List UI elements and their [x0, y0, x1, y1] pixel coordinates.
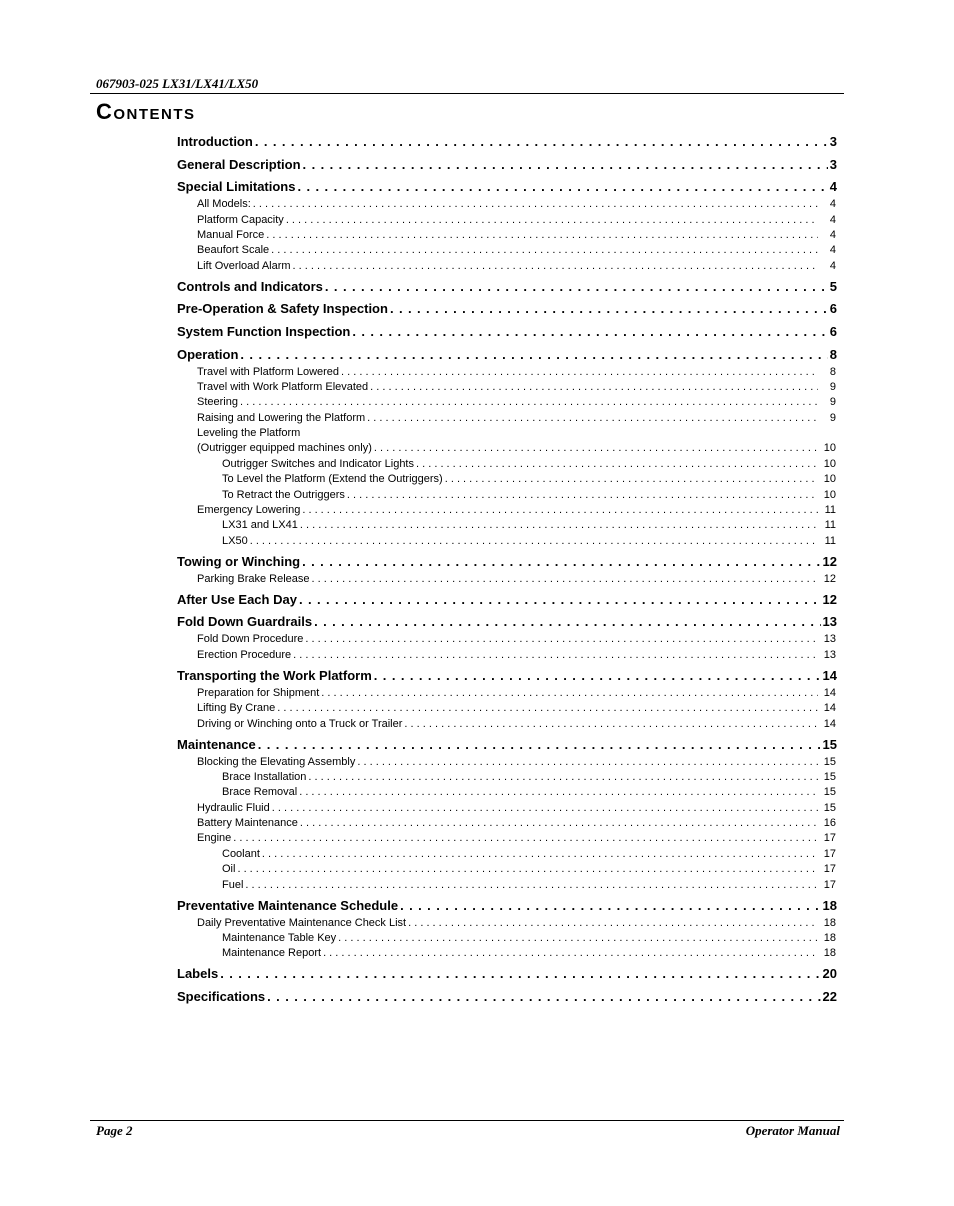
toc-entry-title: Travel with Platform Lowered: [197, 365, 340, 378]
toc-entry-title: Manual Force: [197, 228, 265, 241]
toc-entry[interactable]: [177, 801, 837, 816]
toc-entry-page: 8: [829, 365, 836, 378]
toc-entry-title: Platform Capacity: [197, 213, 284, 226]
toc-entry[interactable]: [177, 472, 837, 487]
toc-entry-page: 10: [823, 457, 836, 470]
toc-entry-page: 14: [823, 717, 836, 730]
toc-entry-page: 13: [822, 614, 837, 630]
dot-leader: [245, 878, 818, 893]
dot-leader: [250, 534, 818, 549]
toc-entry[interactable]: [177, 785, 837, 800]
toc-entry-page: 18: [823, 932, 836, 945]
toc-entry-title: Hydraulic Fluid: [197, 801, 270, 814]
dot-leader: [445, 472, 818, 487]
toc-entry[interactable]: [177, 277, 837, 297]
toc-entry-title: Operation: [177, 346, 239, 362]
dot-leader: [255, 132, 828, 152]
dot-leader: [262, 847, 818, 862]
toc-entry-page: 17: [823, 847, 836, 860]
toc-entry-page: 10: [823, 473, 836, 486]
toc-entry[interactable]: [177, 177, 837, 197]
dot-leader: [400, 896, 820, 916]
dot-leader: [308, 770, 818, 785]
dot-leader: [312, 572, 818, 587]
toc-entry-page: 4: [829, 198, 836, 211]
toc-entry-page: 14: [823, 702, 836, 715]
dot-leader: [297, 177, 827, 197]
footer-rule: [90, 1120, 844, 1121]
toc-entry-page: 9: [829, 380, 836, 393]
toc-entry-page: 17: [823, 863, 836, 876]
toc-entry[interactable]: [177, 322, 837, 342]
toc-entry[interactable]: [177, 648, 837, 663]
dot-leader: [253, 197, 818, 212]
dot-leader: [416, 457, 818, 472]
toc-entry-title: Brace Installation: [222, 770, 307, 783]
toc-entry-page: 11: [824, 504, 836, 517]
toc-entry[interactable]: [177, 155, 837, 175]
dot-leader: [347, 488, 818, 503]
dot-leader: [390, 299, 828, 319]
toc-entry[interactable]: [177, 197, 837, 212]
footer-manual-name: Operator Manual: [745, 1123, 840, 1138]
table-of-contents: [177, 132, 837, 1007]
toc-entry-title: Controls and Indicators: [177, 278, 323, 294]
toc-entry-title: General Description: [177, 156, 301, 172]
toc-entry-title: LX31 and LX41: [222, 519, 298, 532]
dot-leader: [367, 411, 818, 426]
document-id-header: 067903-025 LX31/LX41/LX50: [96, 76, 259, 91]
toc-entry-title: Blocking the Elevating Assembly: [197, 755, 356, 768]
toc-entry-page: 18: [823, 916, 836, 929]
dot-leader: [293, 648, 818, 663]
toc-entry-page: 10: [823, 488, 836, 501]
toc-entry[interactable]: [177, 457, 837, 472]
dot-leader: [374, 441, 818, 456]
toc-entry-title: (Outrigger equipped machines only): [197, 442, 372, 455]
dot-leader: [220, 964, 820, 984]
toc-entry-title: Transporting the Work Platform: [177, 667, 372, 683]
dot-leader: [341, 365, 818, 380]
toc-entry-title: Lift Overload Alarm: [197, 259, 291, 272]
dot-leader: [338, 931, 818, 946]
toc-entry[interactable]: [177, 916, 837, 931]
dot-leader: [286, 213, 818, 228]
toc-entry[interactable]: [177, 816, 837, 831]
dot-leader: [277, 701, 818, 716]
dot-leader: [258, 735, 821, 755]
toc-entry[interactable]: [177, 735, 837, 755]
toc-entry-title: Steering: [197, 396, 238, 409]
toc-entry-title: Fuel: [222, 878, 244, 891]
dot-leader: [240, 395, 818, 410]
toc-entry-page: 14: [822, 667, 837, 683]
toc-entry-title: Raising and Lowering the Platform: [197, 411, 366, 424]
dot-leader: [305, 632, 818, 647]
toc-entry[interactable]: [177, 132, 837, 152]
dot-leader: [370, 380, 818, 395]
toc-entry[interactable]: [177, 243, 837, 258]
toc-entry-title: Maintenance Report: [222, 947, 322, 960]
toc-entry[interactable]: [177, 395, 837, 410]
toc-entry-page: 8: [829, 346, 837, 362]
dot-leader: [293, 259, 818, 274]
dot-leader: [271, 243, 818, 258]
toc-entry[interactable]: [177, 862, 837, 877]
toc-entry-page: 4: [829, 228, 836, 241]
dot-leader: [408, 916, 818, 931]
toc-entry-page: 9: [829, 396, 836, 409]
toc-entry[interactable]: [177, 345, 837, 365]
toc-entry-page: 5: [829, 278, 837, 294]
toc-entry-title: Battery Maintenance: [197, 817, 298, 830]
toc-entry-page: 4: [829, 213, 836, 226]
toc-entry-page: 16: [823, 817, 836, 830]
toc-entry-title: Towing or Winching: [177, 553, 301, 569]
toc-entry-title: Engine: [197, 832, 232, 845]
toc-entry-title: Oil: [222, 863, 236, 876]
dot-leader: [237, 862, 818, 877]
dot-leader: [299, 590, 821, 610]
toc-entry[interactable]: [177, 518, 837, 533]
dot-leader: [303, 155, 828, 175]
toc-entry[interactable]: [177, 411, 837, 426]
toc-entry-page: 17: [823, 832, 836, 845]
dot-leader: [302, 552, 820, 572]
toc-entry-page: 13: [823, 633, 836, 646]
toc-entry-title: Maintenance Table Key: [222, 932, 337, 945]
toc-entry-title: Preparation for Shipment: [197, 686, 320, 699]
dot-leader: [352, 322, 827, 342]
toc-entry[interactable]: [177, 299, 837, 319]
toc-entry-title: Fold Down Procedure: [197, 633, 304, 646]
toc-entry-page: 20: [822, 966, 837, 982]
toc-entry-page: 6: [829, 323, 837, 339]
toc-entry-page: 15: [823, 786, 836, 799]
toc-entry-title: Specifications: [177, 988, 266, 1004]
toc-entry[interactable]: [177, 503, 837, 518]
footer-page-number: Page 2: [96, 1123, 133, 1138]
toc-entry[interactable]: [177, 552, 837, 572]
toc-entry[interactable]: [177, 717, 837, 732]
toc-entry[interactable]: [177, 213, 837, 228]
toc-entry[interactable]: [177, 896, 837, 916]
toc-entry-title: To Level the Platform (Extend the Outriggers): [222, 473, 443, 486]
toc-entry-title: Fold Down Guardrails: [177, 614, 313, 630]
toc-entry[interactable]: [177, 946, 837, 961]
toc-entry-page: 14: [823, 686, 836, 699]
toc-entry-title: System Function Inspection: [177, 323, 351, 339]
toc-entry-page: 15: [823, 801, 836, 814]
dot-leader: [267, 987, 820, 1007]
toc-entry-page: 4: [829, 259, 836, 272]
toc-entry[interactable]: [177, 964, 837, 984]
toc-entry-page: 18: [823, 947, 836, 960]
toc-entry-title: Parking Brake Release: [197, 572, 310, 585]
toc-entry-title: Preventative Maintenance Schedule: [177, 897, 399, 913]
toc-entry-page: 9: [829, 411, 836, 424]
dot-leader: [266, 228, 818, 243]
toc-entry-page: 15: [823, 755, 836, 768]
toc-entry-title: Beaufort Scale: [197, 244, 270, 257]
dot-leader: [300, 518, 818, 533]
toc-entry-page: 12: [823, 572, 836, 585]
dot-leader: [272, 801, 818, 816]
toc-entry-page: 11: [824, 519, 836, 532]
toc-entry[interactable]: [177, 488, 837, 503]
toc-entry[interactable]: [177, 701, 837, 716]
toc-entry-page: 15: [822, 736, 837, 752]
toc-entry-page: 3: [829, 134, 837, 149]
toc-entry-page: 12: [822, 553, 837, 569]
dot-leader: [321, 686, 818, 701]
toc-entry-title: Special Limitations: [177, 179, 296, 195]
dot-leader: [240, 345, 827, 365]
page-title: Contents: [96, 99, 196, 124]
toc-entry-page: 12: [822, 591, 837, 607]
dot-leader: [302, 503, 818, 518]
toc-entry[interactable]: [177, 228, 837, 243]
toc-entry-page: 4: [829, 244, 836, 257]
toc-entry-title: Introduction: [177, 134, 253, 149]
toc-entry[interactable]: [177, 380, 837, 395]
toc-entry-title: After Use Each Day: [177, 591, 297, 607]
toc-entry-title: Coolant: [222, 847, 260, 860]
toc-entry-title: Maintenance: [177, 736, 256, 752]
toc-entry-page: 13: [823, 648, 836, 661]
toc-entry-title: Pre-Operation & Safety Inspection: [177, 301, 388, 317]
toc-entry-title: To Retract the Outriggers: [222, 488, 345, 501]
dot-leader: [404, 717, 818, 732]
toc-entry-page: 22: [822, 988, 837, 1004]
toc-entry[interactable]: [177, 590, 837, 610]
toc-entry[interactable]: [177, 755, 837, 770]
toc-entry[interactable]: [177, 259, 837, 274]
dot-leader: [374, 666, 821, 686]
toc-entry[interactable]: [177, 987, 837, 1007]
dot-leader: [233, 831, 818, 846]
toc-entry-title: Daily Preventative Maintenance Check List: [197, 916, 407, 929]
toc-entry-page: 17: [823, 878, 836, 891]
toc-entry-title: Outrigger Switches and Indicator Lights: [222, 457, 414, 470]
header-rule: [90, 93, 844, 94]
toc-entry[interactable]: [177, 847, 837, 862]
toc-entry[interactable]: [177, 441, 837, 456]
toc-entry-title: Leveling the Platform: [197, 427, 301, 440]
toc-entry-page: 3: [829, 156, 837, 172]
toc-entry[interactable]: [177, 426, 837, 441]
toc-entry[interactable]: [177, 632, 837, 647]
toc-entry[interactable]: [177, 534, 837, 549]
toc-entry-title: All Models:: [197, 198, 251, 211]
toc-entry-page: 15: [823, 770, 836, 783]
toc-entry-page: 6: [829, 301, 837, 317]
dot-leader: [325, 277, 828, 297]
dot-leader: [300, 816, 818, 831]
toc-entry-page: 18: [822, 897, 837, 913]
toc-entry[interactable]: [177, 572, 837, 587]
dot-leader: [357, 755, 818, 770]
toc-entry-title: Driving or Winching onto a Truck or Trailer: [197, 717, 403, 730]
toc-entry-title: Erection Procedure: [197, 648, 292, 661]
toc-entry[interactable]: [177, 878, 837, 893]
dot-leader: [323, 946, 818, 961]
toc-entry-title: Emergency Lowering: [197, 504, 301, 517]
toc-entry[interactable]: [177, 770, 837, 785]
toc-entry-title: Lifting By Crane: [197, 702, 276, 715]
toc-entry[interactable]: [177, 365, 837, 380]
toc-entry[interactable]: [177, 831, 837, 846]
toc-entry-page: 10: [823, 442, 836, 455]
toc-entry-title: Brace Removal: [222, 786, 298, 799]
toc-entry[interactable]: [177, 686, 837, 701]
toc-entry-title: Labels: [177, 966, 219, 982]
dot-leader: [314, 612, 820, 632]
toc-entry[interactable]: [177, 931, 837, 946]
toc-entry-page: 4: [829, 179, 837, 195]
dot-leader: [299, 785, 818, 800]
toc-entry-title: Travel with Work Platform Elevated: [197, 380, 369, 393]
toc-entry-page: 11: [824, 534, 836, 547]
toc-entry[interactable]: [177, 612, 837, 632]
toc-entry[interactable]: [177, 666, 837, 686]
toc-entry-title: LX50: [222, 534, 248, 547]
